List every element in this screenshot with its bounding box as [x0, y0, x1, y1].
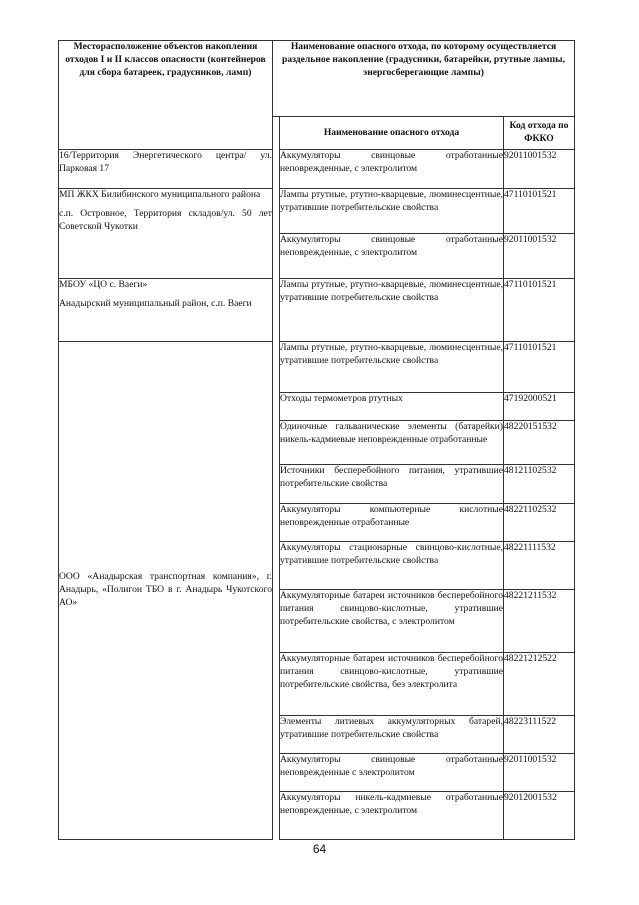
column-gap	[273, 465, 280, 504]
waste-code-cell: 48221102532	[504, 504, 575, 542]
waste-name-cell: Элементы литиевых аккумуляторных батарей, утратившие потребительские свойства	[280, 716, 504, 754]
waste-code-cell: 48220151532	[504, 421, 575, 465]
column-gap	[273, 542, 280, 590]
page-number: 64	[312, 842, 327, 856]
waste-name-cell: Аккумуляторы никель-кадмиевые отработанные неповрежденные, с электролитом	[280, 792, 504, 840]
waste-code-cell: 47110101521	[504, 342, 575, 393]
location-text: с.п. Островное, Территория складов/ул. 50 лет Советской Чукотки	[59, 207, 272, 232]
column-gap	[273, 590, 280, 653]
column-gap	[273, 279, 280, 342]
waste-name-cell: Аккумуляторные батареи источников бесперебойного питания свинцово-кислотные, утратившие потребительские свойства, с электролитом	[280, 590, 504, 653]
header-code: Код отхода по ФККО	[504, 117, 575, 150]
column-gap	[273, 792, 280, 840]
waste-code-cell: 47110101521	[504, 279, 575, 342]
column-gap	[273, 754, 280, 792]
waste-name-cell: Аккумуляторы свинцовые отработанные неповрежденные, с электролитом	[280, 150, 504, 189]
location-text: МП ЖКХ Билибинского муниципального района	[59, 189, 261, 200]
table-row	[59, 342, 575, 393]
header-waste-name: Наименование опасного отхода	[280, 117, 504, 150]
column-gap	[273, 342, 280, 393]
waste-name-cell: Лампы ртутные, ртутно-кварцевые, люминесцентные, утратившие потребительские свойства	[280, 279, 504, 342]
header-location: Месторасположение объектов накопления отходов I и II классов опасности (контейнеров для сбора батареек, градусников, ламп)	[59, 41, 273, 150]
table-row	[59, 189, 575, 234]
header-row-1	[59, 41, 575, 117]
location-cell	[59, 279, 273, 342]
waste-name-cell: Аккумуляторы стационарные свинцово-кислотные, утратившие потребительские свойства	[280, 542, 504, 590]
waste-code-cell: 92011001532	[504, 234, 575, 279]
waste-code-cell: 48121102532	[504, 465, 575, 504]
waste-name-cell: Источники бесперебойного питания, утратившие потребительские свойства	[280, 465, 504, 504]
waste-code-cell: 48221111532	[504, 542, 575, 590]
waste-code-cell: 92011001532	[504, 150, 575, 189]
waste-code-cell: 48221211532	[504, 590, 575, 653]
location-text: МБОУ «ЦО с. Ваеги»	[59, 279, 148, 290]
column-gap	[273, 234, 280, 279]
waste-name-cell: Одиночные гальванические элементы (батарейки) никель-кадмиевые неповрежденные отработанные	[280, 421, 504, 465]
waste-name-cell: Аккумуляторные батареи источников бесперебойного питания свинцово-кислотные, утратившие потребительские свойства, без электролита	[280, 653, 504, 716]
column-gap	[273, 189, 280, 234]
column-gap	[273, 504, 280, 542]
table-row	[59, 150, 575, 189]
table-body	[59, 150, 575, 840]
waste-table	[58, 40, 575, 840]
waste-code-cell: 47110101521	[504, 189, 575, 234]
waste-name-cell: Лампы ртутные, ртутно-кварцевые, люминесцентные, утратившие потребительские свойства	[280, 342, 504, 393]
column-gap	[273, 421, 280, 465]
waste-name-cell: Аккумуляторы свинцовые отработанные неповрежденные с электролитом	[280, 754, 504, 792]
location-cell	[59, 342, 273, 840]
location-text: Анадырский муниципальный район, с.п. Ваеги	[59, 297, 252, 309]
table-row	[59, 279, 575, 342]
column-gap	[273, 716, 280, 754]
waste-code-cell: 92011001532	[504, 754, 575, 792]
column-gap	[273, 653, 280, 716]
waste-name-cell: Аккумуляторы компьютерные кислотные неповрежденные отработанные	[280, 504, 504, 542]
waste-name-cell: Аккумуляторы свинцовые отработанные неповрежденные, с электролитом	[280, 234, 504, 279]
header-waste-group: Наименование опасного отхода, по которому осуществляется раздельное накопление (градусники, батарейки, ртутные лампы, энергосберегающие лампы)	[273, 41, 575, 117]
waste-code-cell: 48221212522	[504, 653, 575, 716]
waste-code-cell: 47192000521	[504, 393, 575, 421]
column-gap	[273, 150, 280, 189]
waste-name-cell: Отходы термометров ртутных	[280, 393, 504, 421]
waste-code-cell: 92012001532	[504, 792, 575, 840]
waste-name-cell: Лампы ртутные, ртутно-кварцевые, люминесцентные, утратившие потребительские свойства	[280, 189, 504, 234]
location-cell	[59, 189, 273, 279]
location-text: ООО «Анадырская транспортная компания», г. Анадырь, «Полигон ТБО в г. Анадырь Чукотского АО»	[59, 571, 272, 608]
waste-code-cell: 48223111522	[504, 716, 575, 754]
location-cell	[59, 150, 273, 189]
column-gap	[273, 117, 280, 150]
location-text: 16/Территория Энергетического центра/ ул. Парковая 17	[59, 150, 272, 174]
column-gap	[273, 393, 280, 421]
